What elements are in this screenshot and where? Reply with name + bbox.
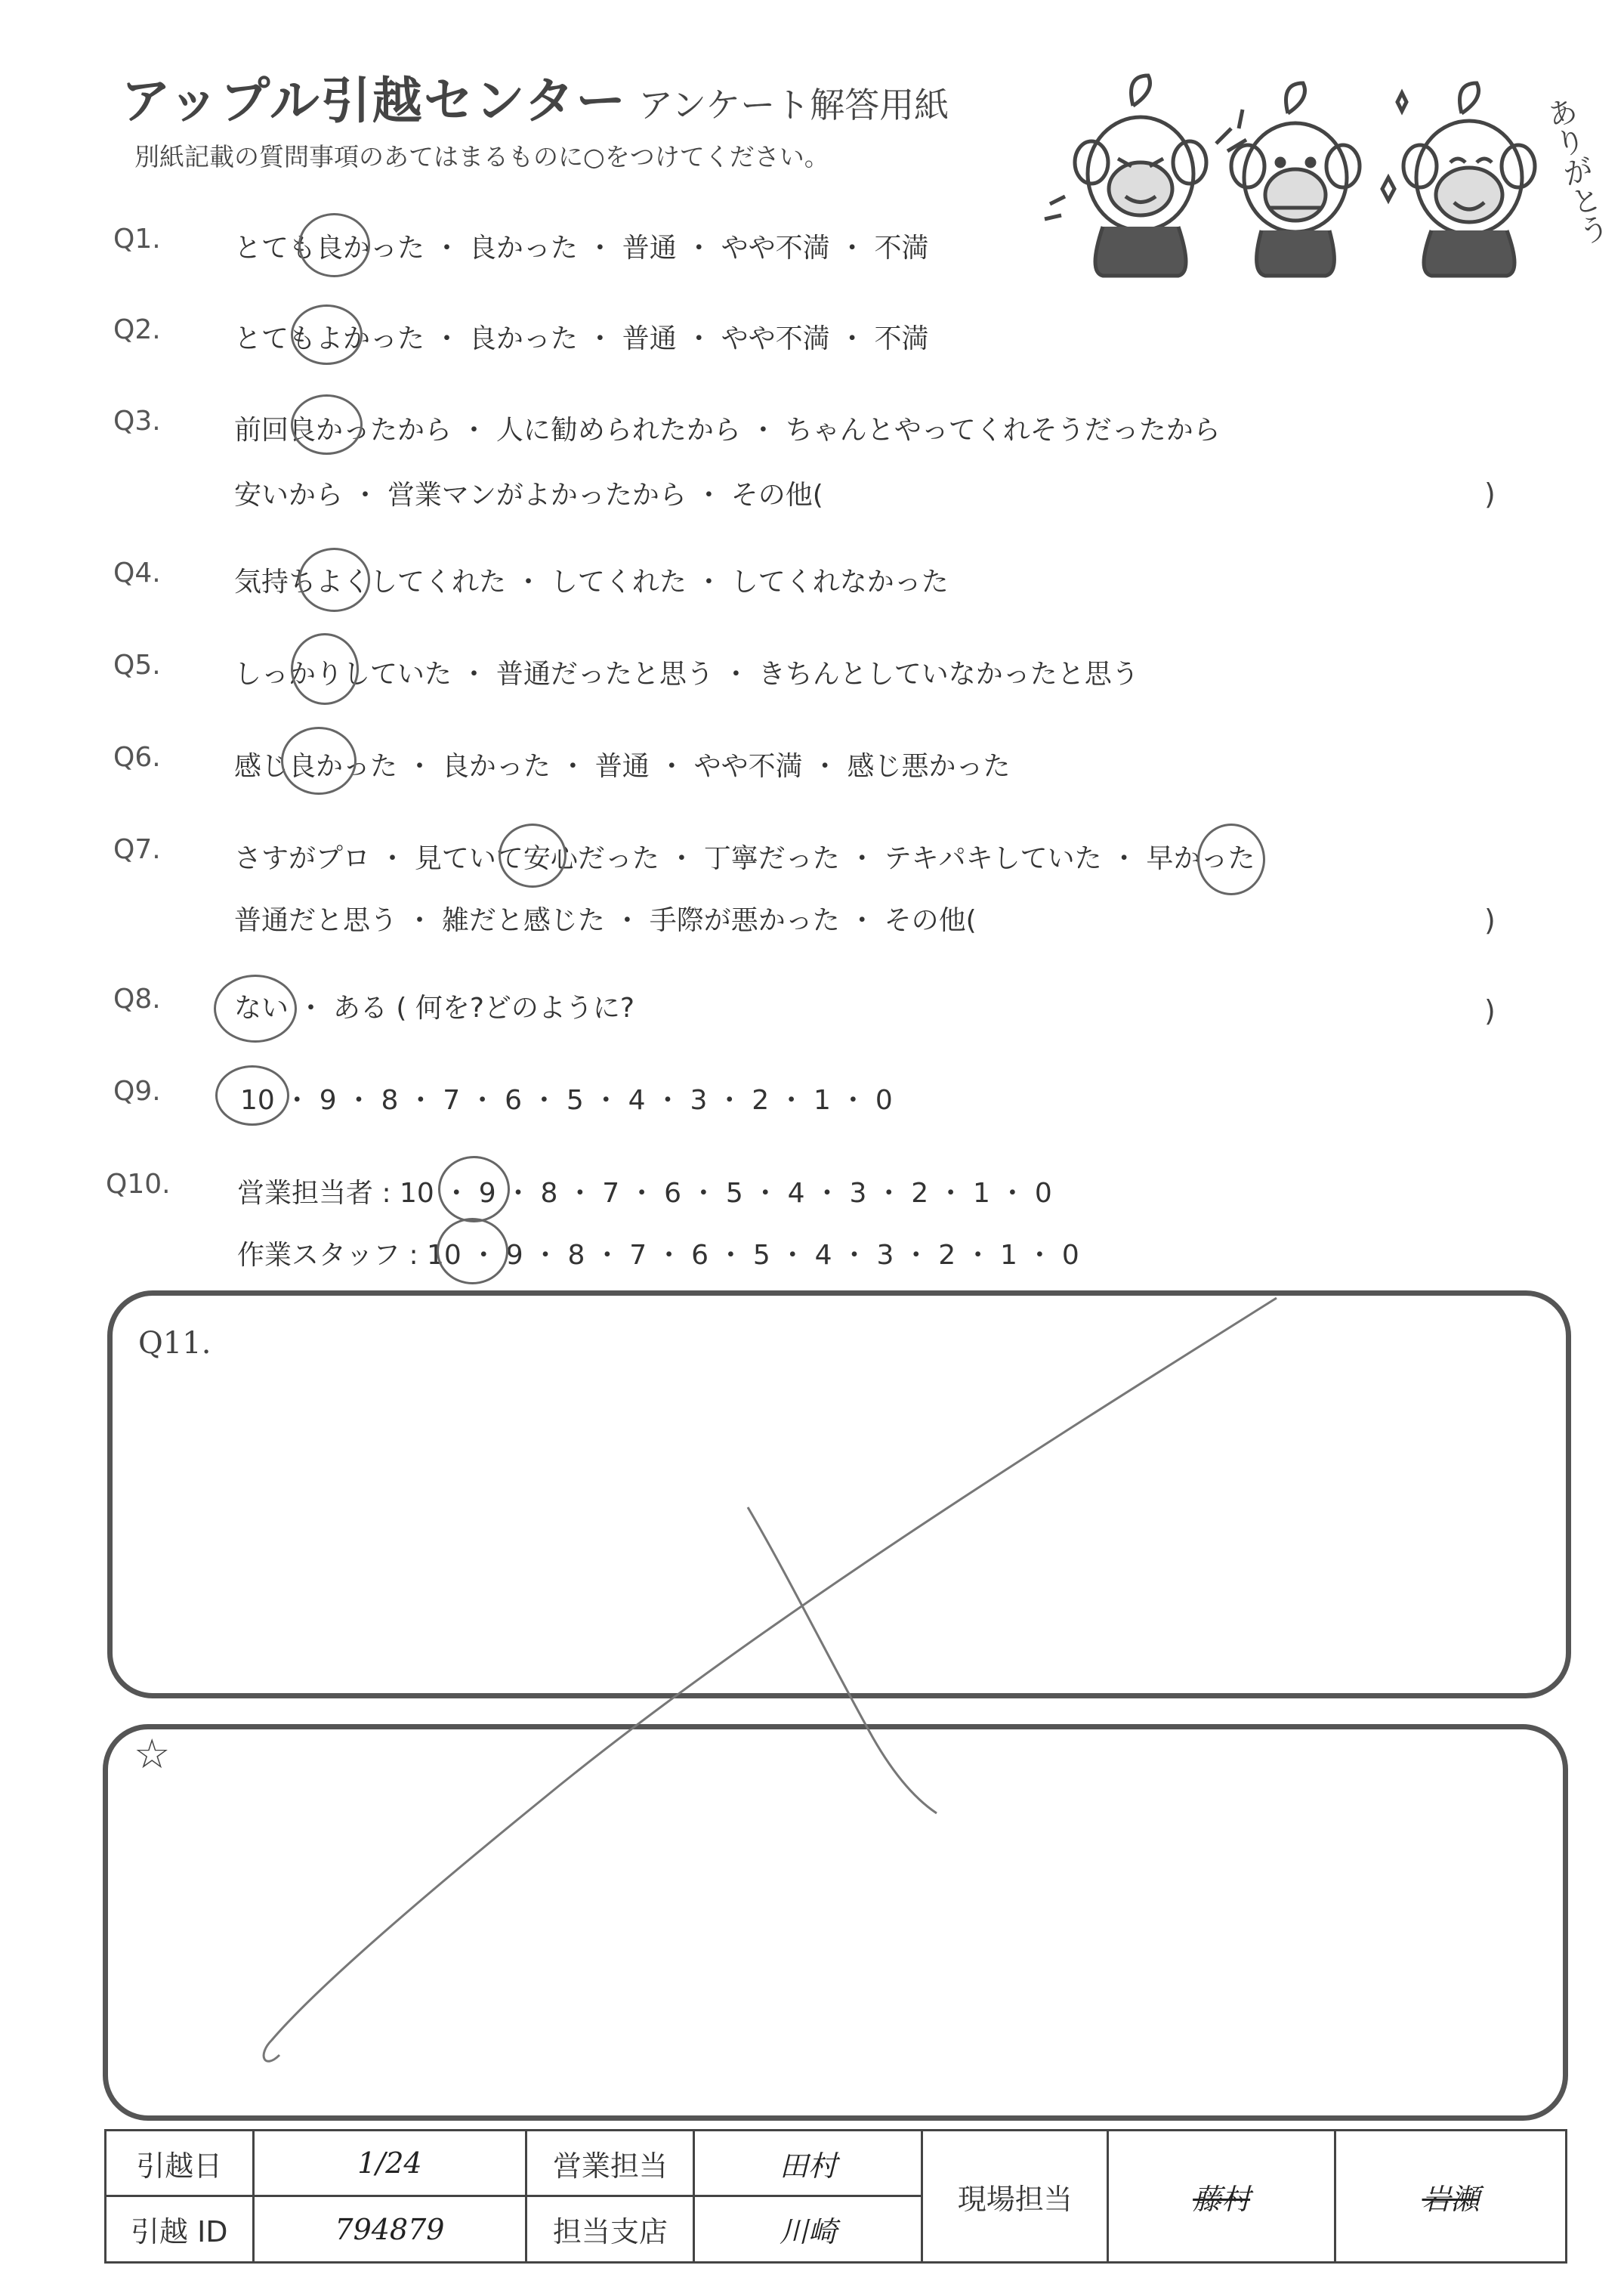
q3-options-line1: 前回良かったから ・ 人に勧められたから ・ ちゃんとやってくれそうだったから	[234, 415, 1221, 446]
q9-scale: 10 ・ 9 ・ 8 ・ 7 ・ 6 ・ 5 ・ 4 ・ 3 ・ 2 ・ 1 ・ 0	[240, 1085, 893, 1116]
q11-comment-box[interactable]	[107, 1290, 1571, 1698]
q5-number: Q5.	[113, 650, 161, 681]
answer-circle-q5	[291, 633, 359, 705]
q1-number: Q1.	[113, 224, 161, 255]
answer-circle-q2	[291, 304, 363, 365]
q2-options: とてもよかった ・ 良かった ・ 普通 ・ やや不満 ・ 不満	[234, 323, 929, 354]
instructions: 別紙記載の質問事項のあてはまるものに○をつけてください。	[134, 142, 829, 172]
q4-number: Q4.	[113, 558, 161, 589]
q6-number: Q6.	[113, 742, 161, 773]
survey-subtitle: アンケート解答用紙	[638, 85, 949, 125]
q3-options-line2: 安いから ・ 営業マンがよかったから ・ その他(	[234, 480, 823, 511]
q3-close-paren: )	[1484, 477, 1496, 511]
site-label: 現場担当	[922, 2131, 1108, 2263]
q7-options-line2: 普通だと思う ・ 雑だと感じた ・ 手際が悪かった ・ その他(	[234, 905, 977, 936]
move-id-value: 794879	[253, 2196, 526, 2263]
q10-sales-scale: 営業担当者 : 10 ・ 9 ・ 8 ・ 7 ・ 6 ・ 5 ・ 4 ・ 3 ・ 2 ・ 1 ・ 0	[237, 1178, 1052, 1209]
thanks-text: ありがとう	[1539, 94, 1612, 249]
q7-close-paren: )	[1484, 904, 1496, 937]
brand-title: アップル引越センター	[121, 72, 628, 130]
q7-options-line1: さすがプロ ・ 見ていて安心だった ・ 丁寧だった ・ テキパキしていた ・ 早かった	[234, 843, 1255, 874]
q3-number: Q3.	[113, 406, 161, 437]
answer-circle-q1	[298, 213, 370, 277]
sales-value: 田村	[694, 2131, 922, 2196]
answer-circle-q10-sales	[438, 1156, 510, 1222]
answer-circle-q10-staff	[437, 1218, 508, 1284]
q1-options: とても良かった ・ 良かった ・ 普通 ・ やや不満 ・ 不満	[234, 233, 929, 264]
q11-label: Q11.	[138, 1326, 211, 1361]
branch-label: 担当支店	[526, 2196, 694, 2263]
q9-number: Q9.	[113, 1076, 161, 1107]
answer-circle-q6	[281, 727, 357, 795]
q8-close-paren: )	[1484, 994, 1496, 1028]
answer-circle-q8	[214, 975, 297, 1043]
footer-info-table	[104, 2129, 1567, 2264]
answer-circle-q3	[291, 394, 363, 455]
q10-number: Q10.	[106, 1169, 171, 1200]
q2-number: Q2.	[113, 314, 161, 345]
answer-circle-q7-b	[1197, 824, 1265, 895]
q7-number: Q7.	[113, 834, 161, 865]
branch-value: 川崎	[694, 2196, 922, 2263]
q10-staff-scale: 作業スタッフ : 10 ・ 9 ・ 8 ・ 7 ・ 6 ・ 5 ・ 4 ・ 3 ・ 2 ・ 1 ・ 0	[237, 1240, 1079, 1271]
move-date-label: 引越日	[106, 2131, 254, 2196]
move-date-value: 1/24	[253, 2131, 526, 2196]
q5-options: しっかりしていた ・ 普通だったと思う ・ きちんとしていなかったと思う	[234, 659, 1139, 690]
q6-options: 感じ良かった ・ 良かった ・ 普通 ・ やや不満 ・ 感じ悪かった	[234, 751, 1011, 782]
sales-label: 営業担当	[526, 2131, 694, 2196]
q4-options: 気持ちよくしてくれた ・ してくれた ・ してくれなかった	[234, 567, 949, 598]
answer-circle-q7-a	[499, 824, 567, 888]
answer-circle-q4	[298, 548, 370, 612]
free-comment-box[interactable]	[103, 1724, 1568, 2121]
star-icon: ☆	[134, 1730, 171, 1778]
move-id-label: 引越 ID	[106, 2196, 254, 2263]
answer-circle-q9	[215, 1065, 289, 1126]
q8-number: Q8.	[113, 984, 161, 1015]
site-staff-2: 岩瀬	[1335, 2131, 1567, 2263]
site-staff-1: 藤村	[1108, 2131, 1335, 2263]
q8-options: ない ・ ある ( 何を?どのように?	[234, 993, 635, 1024]
